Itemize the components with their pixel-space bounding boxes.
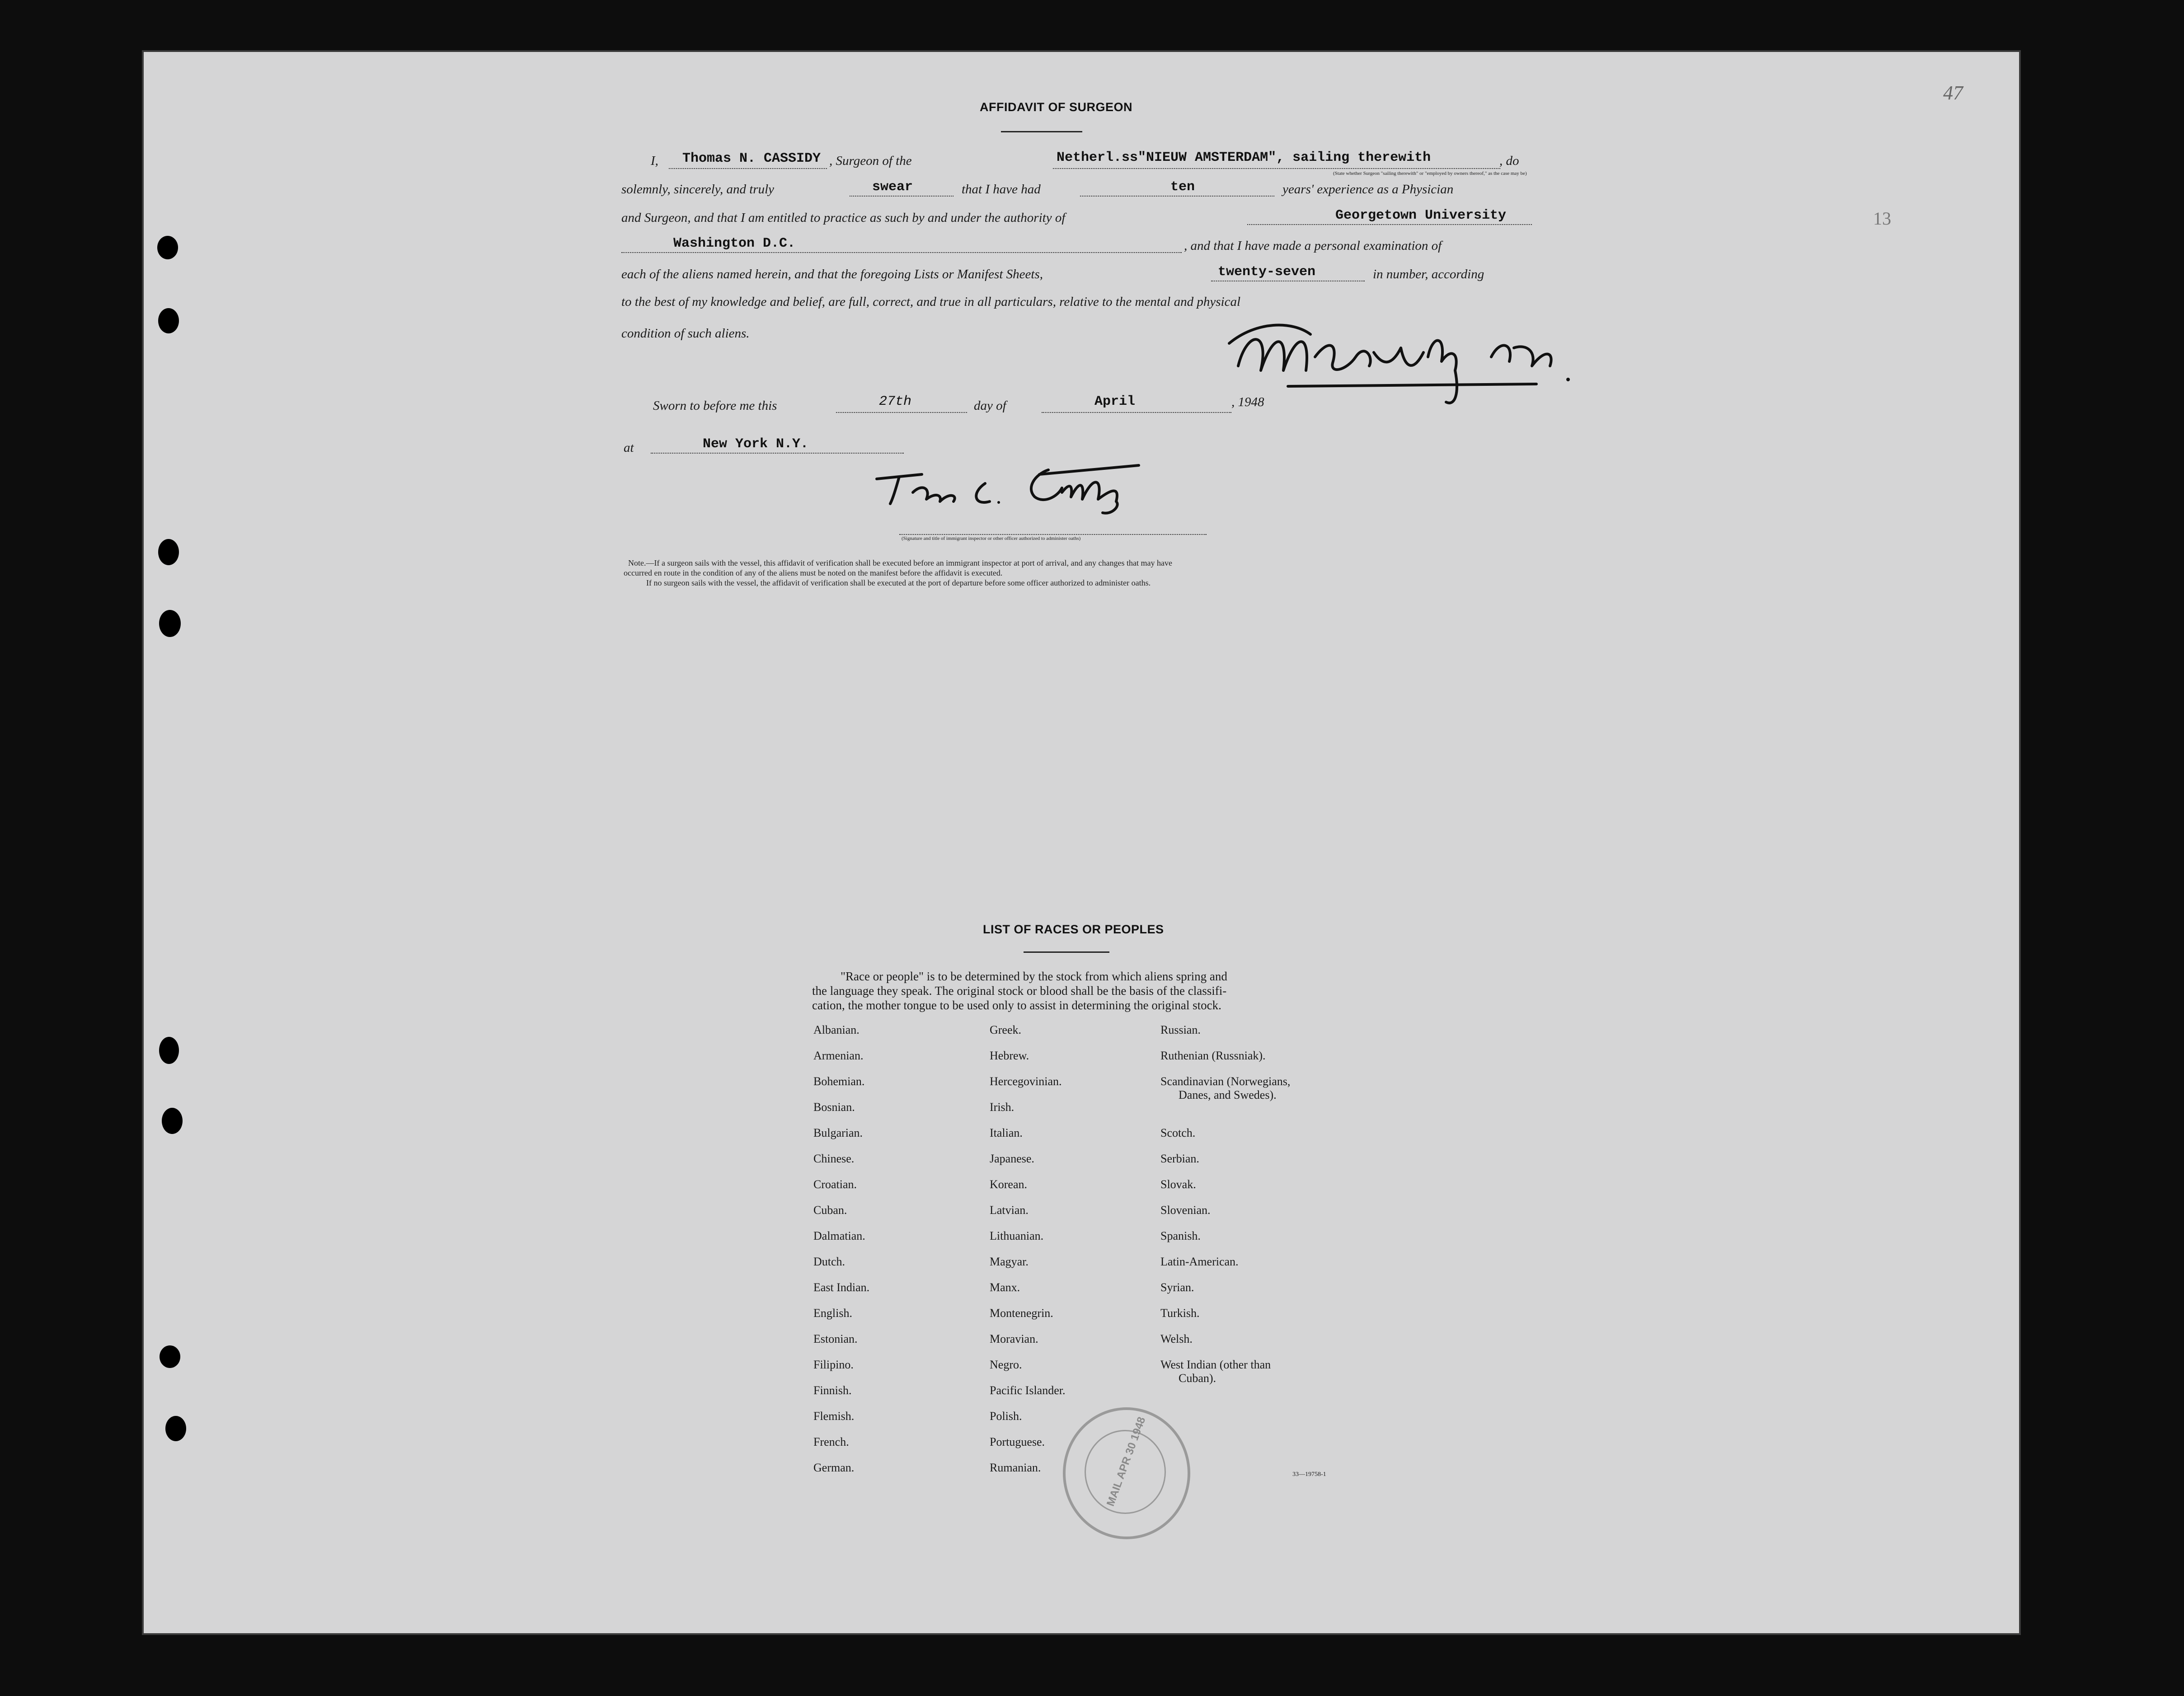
race-item: Syrian.: [1160, 1281, 1194, 1294]
race-item: Bosnian.: [813, 1101, 855, 1114]
race-item: Moravian.: [990, 1332, 1038, 1345]
race-item: French.: [813, 1435, 849, 1448]
race-item: Danes, and Swedes).: [1179, 1088, 1277, 1101]
sworn-middle: day of: [974, 398, 1006, 413]
race-item: Polish.: [990, 1410, 1022, 1423]
authority-line-2: [621, 252, 1182, 253]
note-line-3: If no surgeon sails with the vessel, the affidavit of verification shall be executed at the port of departure before some officer authorized to administer oaths.: [646, 578, 1151, 587]
race-item: Hercegovinian.: [990, 1075, 1062, 1088]
years-line: [1080, 196, 1274, 197]
sworn-day: 27th: [879, 394, 912, 409]
race-item: Negro.: [990, 1358, 1022, 1371]
race-item: Greek.: [990, 1023, 1022, 1036]
race-item: Bulgarian.: [813, 1126, 863, 1139]
page-number-handwritten: 47: [1943, 82, 1963, 104]
race-item: Welsh.: [1160, 1332, 1193, 1345]
vessel-line: [1053, 168, 1500, 169]
line7-text: condition of such aliens.: [621, 326, 750, 341]
race-item: Russian.: [1160, 1023, 1201, 1036]
race-item: Filipino.: [813, 1358, 854, 1371]
race-item: Scotch.: [1160, 1126, 1196, 1139]
race-item: Italian.: [990, 1126, 1023, 1139]
line1-prefix: I,: [651, 154, 658, 168]
race-item: Serbian.: [1160, 1152, 1199, 1165]
punch-hole: [165, 1416, 186, 1441]
race-item: Rumanian.: [990, 1461, 1041, 1474]
race-item: Montenegrin.: [990, 1307, 1053, 1320]
line1-middle: , Surgeon of the: [829, 154, 912, 168]
sworn-day-line: [836, 412, 967, 413]
race-item: Pacific Islander.: [990, 1384, 1066, 1397]
race-item: West Indian (other than: [1160, 1358, 1271, 1371]
race-item: Manx.: [990, 1281, 1020, 1294]
margin-number: 13: [1873, 208, 1891, 229]
race-item: Finnish.: [813, 1384, 852, 1397]
race-item: Bohemian.: [813, 1075, 865, 1088]
authority-line-1: [1247, 224, 1532, 225]
race-item: Portuguese.: [990, 1435, 1045, 1448]
race-item: Turkish.: [1160, 1307, 1200, 1320]
vessel-instruction: (State whether Surgeon "sailing therewith" or "employed by owners thereof," as the case may be): [1333, 171, 1527, 176]
race-item: Scandinavian (Norwegians,: [1160, 1075, 1291, 1088]
inspector-signature: [868, 456, 1166, 515]
race-item: Magyar.: [990, 1255, 1029, 1268]
punch-hole: [159, 1037, 179, 1064]
sheet-count: twenty-seven: [1218, 264, 1316, 280]
races-intro-3: cation, the mother tongue to be used only to assist in determining the original stock.: [812, 998, 1221, 1012]
race-item: Dutch.: [813, 1255, 845, 1268]
note-line-1: Note.—If a surgeon sails with the vessel, this affidavit of verification shall be executed before an immigrant inspector at port of arrival, and any changes that may have: [628, 558, 1172, 567]
surgeon-name-line: [669, 168, 827, 169]
race-item: Cuban.: [813, 1204, 847, 1217]
authority-location: Washington D.C.: [673, 236, 796, 251]
race-item: English.: [813, 1307, 852, 1320]
title-underline: [1001, 131, 1082, 132]
line4-text: , and that I have made a personal examination of: [1184, 239, 1442, 253]
line6-text: to the best of my knowledge and belief, are full, correct, and true in all particulars, relative to the mental and physical: [621, 295, 1241, 309]
line5-prefix: each of the aliens named herein, and that the foregoing Lists or Manifest Sheets,: [621, 267, 1043, 281]
races-title-underline: [1024, 951, 1109, 953]
race-item: Ruthenian (Russniak).: [1160, 1049, 1266, 1062]
sworn-month-line: [1042, 412, 1231, 413]
sworn-place-line: [651, 453, 904, 454]
sworn-month: April: [1094, 394, 1136, 409]
mail-postmark-text: MAIL APR 30 1948: [1104, 1415, 1148, 1508]
document-page: [144, 52, 2019, 1633]
race-item: Slovak.: [1160, 1178, 1196, 1191]
at-label: at: [624, 440, 634, 455]
race-item: Albanian.: [813, 1023, 860, 1036]
punch-hole: [162, 1108, 183, 1134]
years-experience: ten: [1170, 179, 1195, 195]
race-item: Croatian.: [813, 1178, 857, 1191]
race-item: Hebrew.: [990, 1049, 1029, 1062]
vessel-name: Netherl.ss"NIEUW AMSTERDAM", sailing therewith: [1057, 150, 1431, 165]
race-item: Chinese.: [813, 1152, 855, 1165]
line1-end: , do: [1499, 154, 1519, 168]
race-item: Cuban).: [1179, 1372, 1216, 1385]
sworn-place: New York N.Y.: [703, 436, 809, 452]
line2-end: years' experience as a Physician: [1282, 182, 1454, 197]
race-item: East Indian.: [813, 1281, 870, 1294]
line3-text: and Surgeon, and that I am entitled to practice as such by and under the authority of: [621, 211, 1066, 225]
note-line-2: occurred en route in the condition of any of the aliens must be noted on the manifest before the affidavit is executed.: [624, 568, 1003, 577]
punch-hole: [159, 610, 181, 637]
race-item: Estonian.: [813, 1332, 858, 1345]
punch-hole: [157, 236, 178, 259]
line2-prefix: solemnly, sincerely, and truly: [621, 182, 775, 197]
line5-end: in number, according: [1373, 267, 1484, 281]
race-item: Irish.: [990, 1101, 1015, 1114]
punch-hole: [160, 1345, 180, 1368]
race-item: Slovenian.: [1160, 1204, 1211, 1217]
races-intro-2: the language they speak. The original stock or blood shall be the basis of the classifi-: [812, 984, 1227, 998]
race-item: Japanese.: [990, 1152, 1034, 1165]
authority-institution: Georgetown University: [1335, 208, 1507, 223]
races-intro-1: "Race or people" is to be determined by the stock from which aliens spring and: [841, 970, 1227, 983]
race-item: German.: [813, 1461, 855, 1474]
race-item: Lithuanian.: [990, 1229, 1044, 1242]
surgeon-name: Thomas N. CASSIDY: [682, 151, 821, 166]
surgeon-signature: [1220, 303, 1591, 411]
affidavit-title: AFFIDAVIT OF SURGEON: [980, 100, 1132, 114]
line2-middle: that I have had: [962, 182, 1041, 197]
races-title: LIST OF RACES OR PEOPLES: [983, 923, 1164, 936]
oath-line: [850, 196, 953, 197]
sworn-year: , 1948: [1231, 395, 1264, 409]
race-item: Spanish.: [1160, 1229, 1201, 1242]
race-item: Flemish.: [813, 1410, 855, 1423]
race-item: Dalmatian.: [813, 1229, 865, 1242]
race-item: Armenian.: [813, 1049, 864, 1062]
inspector-signature-caption: (Signature and title of immigrant inspector or other officer authorized to administer oaths): [902, 536, 1081, 541]
sworn-prefix: Sworn to before me this: [653, 398, 777, 413]
form-code: 33—19758-1: [1292, 1471, 1326, 1478]
oath-word: swear: [872, 179, 913, 195]
race-item: Korean.: [990, 1178, 1028, 1191]
punch-hole: [158, 539, 179, 565]
inspector-signature-line: [899, 534, 1207, 535]
race-item: Latin-American.: [1160, 1255, 1239, 1268]
race-item: Latvian.: [990, 1204, 1029, 1217]
punch-hole: [158, 308, 179, 333]
